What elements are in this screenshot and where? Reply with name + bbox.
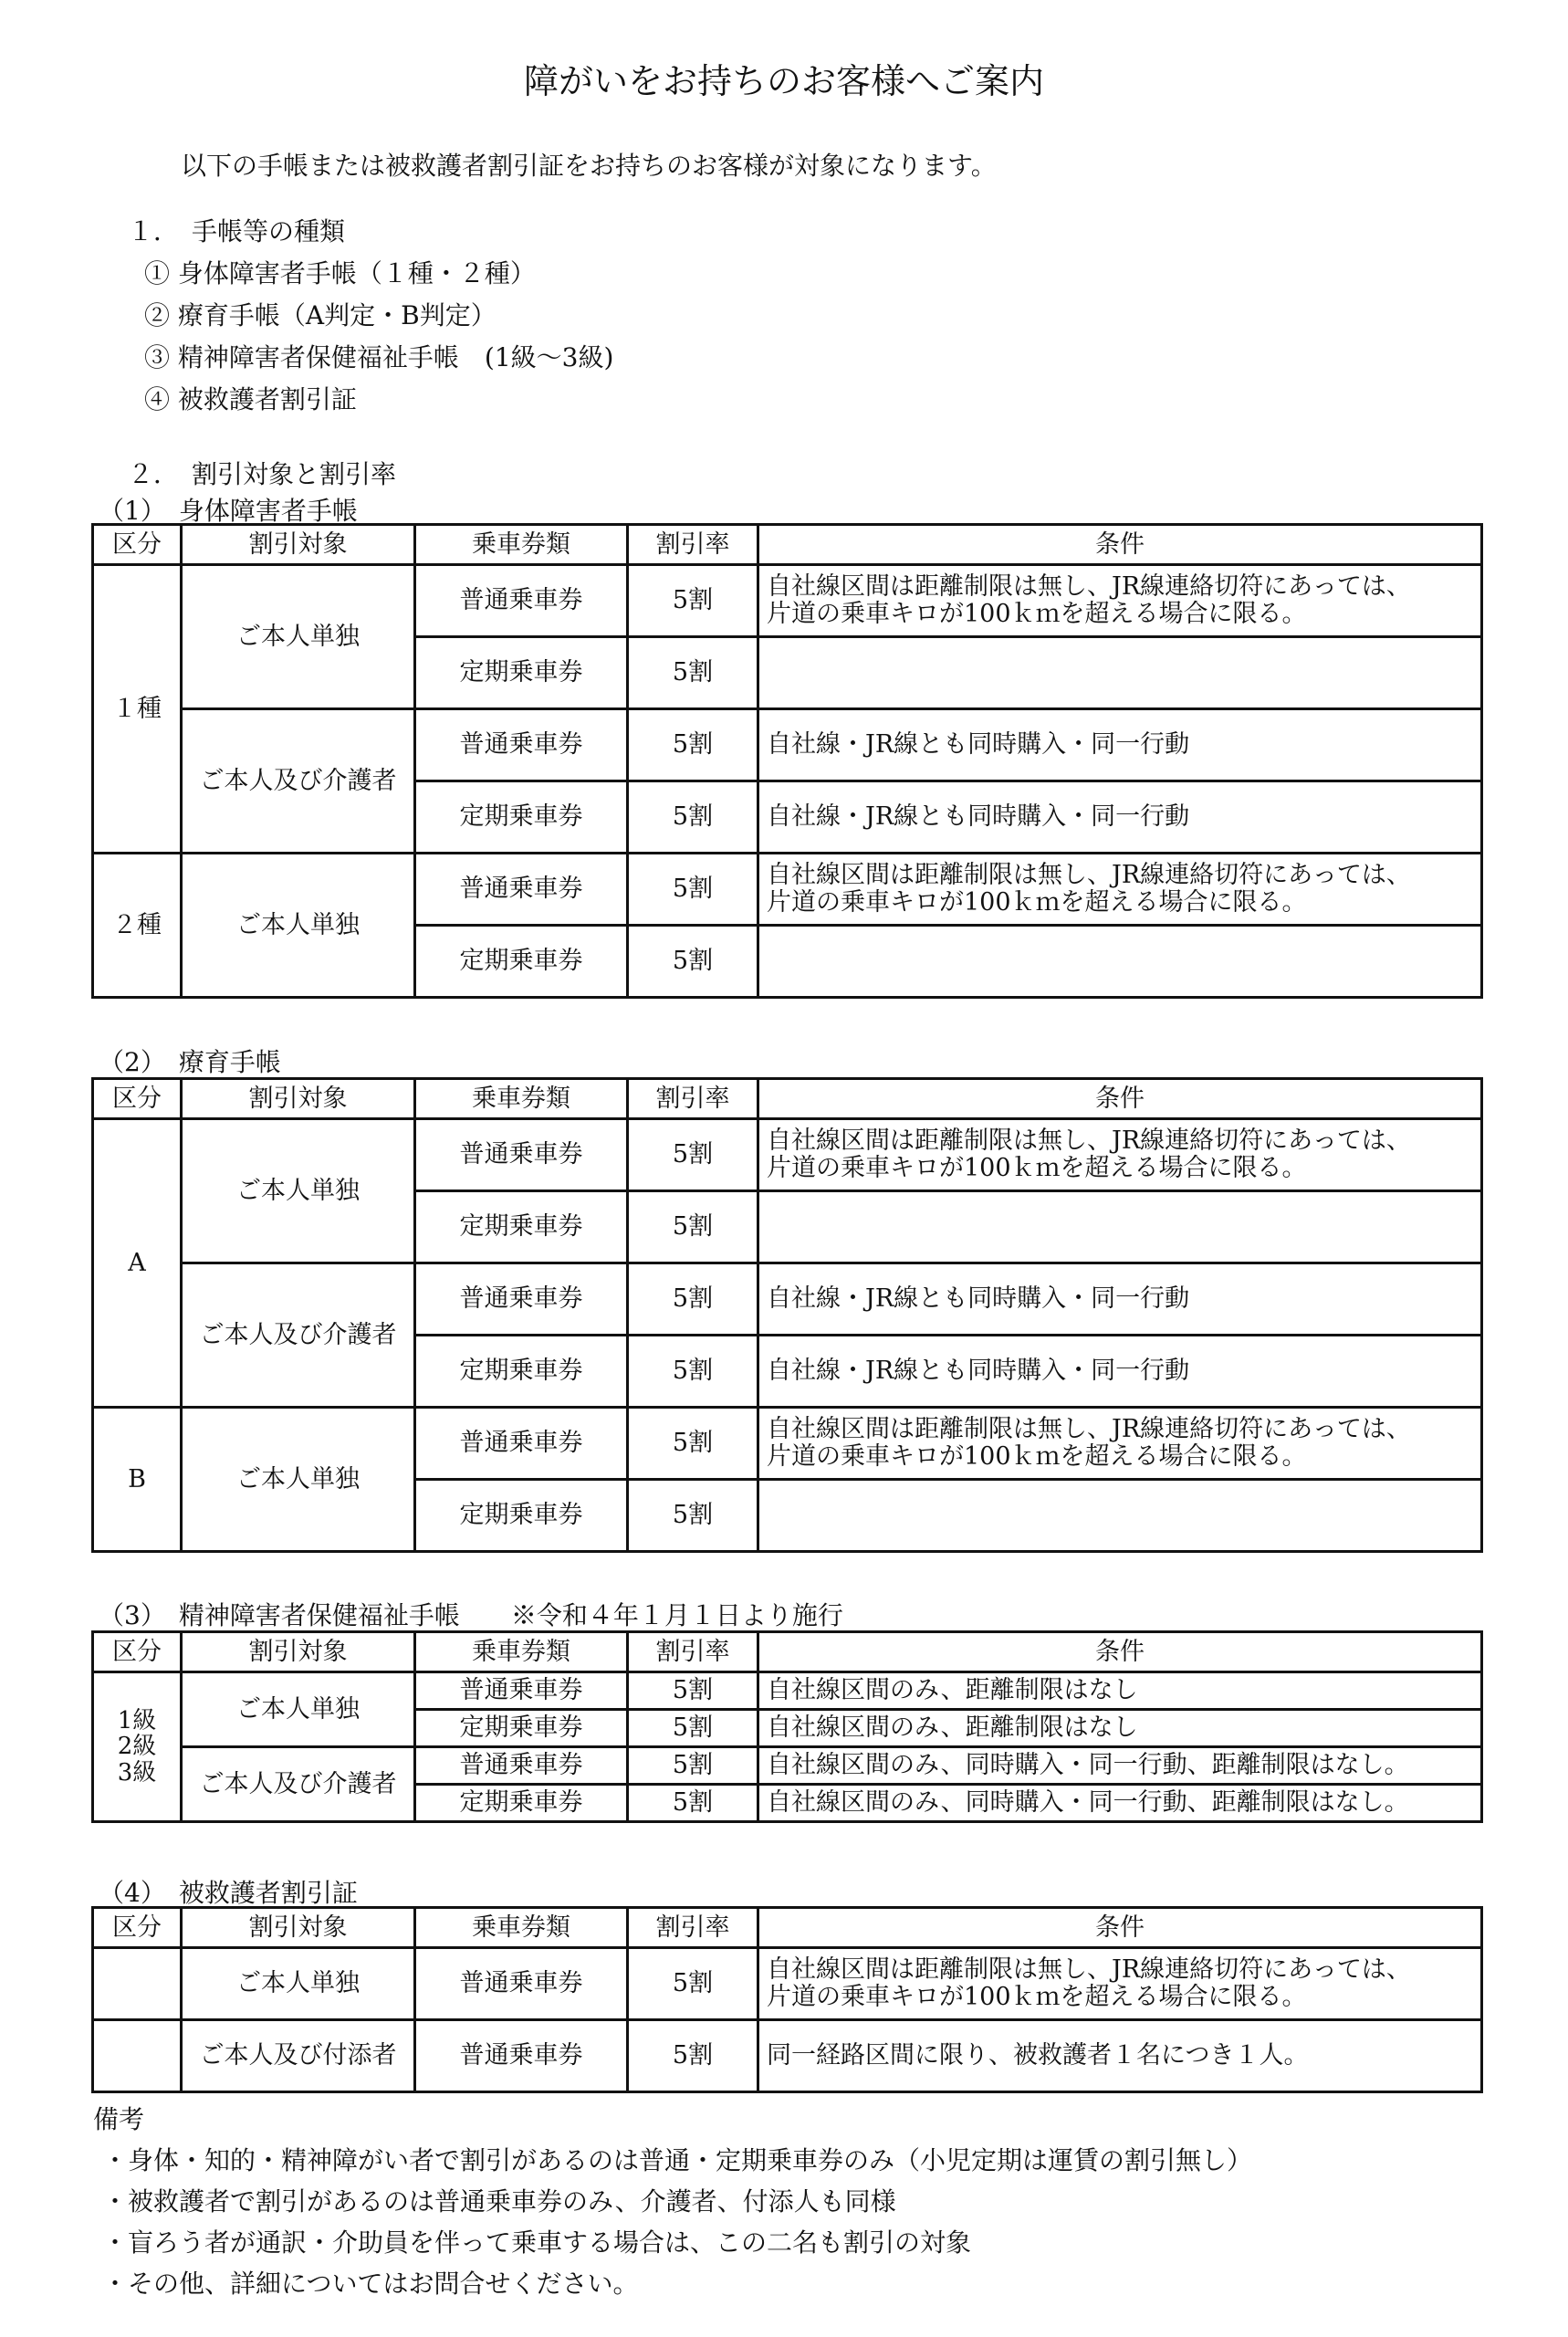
- header-ken: 乗車券類: [415, 1908, 628, 1948]
- taisho-cell: ご本人単独: [182, 1672, 415, 1747]
- condition-cell: 自社線・JR線とも同時購入・同一行動: [758, 1263, 1482, 1336]
- intro-text: 以下の手帳または被救護者割引証をお持ちのお客様が対象になります。: [181, 151, 997, 181]
- header-cond: 条件: [758, 1908, 1482, 1948]
- header-taisho: 割引対象: [182, 1079, 415, 1119]
- kubun-cell: B: [93, 1408, 182, 1552]
- condition-cell: 自社線区間は距離制限は無し、JR線連絡切符にあっては、 片道の乗車キロが100ｋｍを超える場合に限る。: [758, 1119, 1482, 1191]
- list-item: ② 療育手帳（A判定・B判定）: [144, 300, 497, 330]
- header-ken: 乗車券類: [415, 1632, 628, 1672]
- rate-cell: 5割: [628, 1336, 758, 1408]
- taisho-cell: ご本人単独: [182, 1408, 415, 1552]
- rate-cell: 5割: [628, 1710, 758, 1747]
- header-rate: 割引率: [628, 1079, 758, 1119]
- condition-cell: 同一経路区間に限り、被救護者１名につき１人。: [758, 2020, 1482, 2092]
- ticket-cell: 普通乗車券: [415, 1119, 628, 1191]
- section2-heading: ２． 割引対象と割引率: [128, 459, 397, 489]
- taisho-cell: ご本人単独: [182, 1119, 415, 1263]
- header-rate: 割引率: [628, 525, 758, 565]
- table-hikyugo: [91, 1906, 1483, 2093]
- ticket-cell: 普通乗車券: [415, 1408, 628, 1480]
- header-rate: 割引率: [628, 1908, 758, 1948]
- header-cond: 条件: [758, 525, 1482, 565]
- section1-heading: １． 手帳等の種類: [128, 216, 346, 246]
- taisho-cell: ご本人及び介護者: [182, 1263, 415, 1408]
- rate-cell: 5割: [628, 1119, 758, 1191]
- condition-cell: 自社線区間は距離制限は無し、JR線連絡切符にあっては、 片道の乗車キロが100ｋｍを超える場合に限る。: [758, 854, 1482, 926]
- taisho-cell: ご本人及び介護者: [182, 709, 415, 854]
- condition-cell: 自社線・JR線とも同時購入・同一行動: [758, 1336, 1482, 1408]
- rate-cell: 5割: [628, 637, 758, 709]
- page-title: 障がいをお持ちのお客様へご案内: [523, 61, 1044, 101]
- table-ryoiku: [91, 1077, 1483, 1553]
- table2-title: （2） 療育手帳: [99, 1047, 281, 1077]
- header-taisho: 割引対象: [182, 1632, 415, 1672]
- header-kubun: 区分: [93, 1079, 182, 1119]
- condition-cell: 自社線・JR線とも同時購入・同一行動: [758, 709, 1482, 781]
- condition-cell: 自社線区間は距離制限は無し、JR線連絡切符にあっては、 片道の乗車キロが100ｋｍを超える場合に限る。: [758, 565, 1482, 637]
- rate-cell: 5割: [628, 565, 758, 637]
- ticket-cell: 定期乗車券: [415, 1191, 628, 1263]
- header-cond: 条件: [758, 1632, 1482, 1672]
- ticket-cell: 定期乗車券: [415, 637, 628, 709]
- condition-cell: 自社線区間は距離制限は無し、JR線連絡切符にあっては、 片道の乗車キロが100ｋｍを超える場合に限る。: [758, 1948, 1482, 2020]
- kubun-cell: A: [93, 1119, 182, 1408]
- table-physical: [91, 523, 1483, 999]
- taisho-cell: ご本人単独: [182, 565, 415, 709]
- header-kubun: 区分: [93, 1632, 182, 1672]
- rate-cell: 5割: [628, 1672, 758, 1710]
- condition-cell: 自社線区間は距離制限は無し、JR線連絡切符にあっては、 片道の乗車キロが100ｋｍを超える場合に限る。: [758, 1408, 1482, 1480]
- header-ken: 乗車券類: [415, 525, 628, 565]
- rate-cell: 5割: [628, 926, 758, 998]
- taisho-cell: ご本人及び付添者: [182, 2020, 415, 2092]
- header-ken: 乗車券類: [415, 1079, 628, 1119]
- list-item: ④ 被救護者割引証: [144, 384, 357, 414]
- ticket-cell: 普通乗車券: [415, 2020, 628, 2092]
- rate-cell: 5割: [628, 1480, 758, 1552]
- taisho-cell: ご本人単独: [182, 1948, 415, 2020]
- condition-cell: [758, 637, 1482, 709]
- rate-cell: 5割: [628, 1785, 758, 1822]
- ticket-cell: 定期乗車券: [415, 926, 628, 998]
- header-cond: 条件: [758, 1079, 1482, 1119]
- ticket-cell: 定期乗車券: [415, 1336, 628, 1408]
- note-item: ・盲ろう者が通訳・介助員を伴って乗車する場合は、この二名も割引の対象: [102, 2227, 972, 2258]
- rate-cell: 5割: [628, 781, 758, 854]
- kubun-cell: １種: [93, 565, 182, 854]
- rate-cell: 5割: [628, 1747, 758, 1785]
- ticket-cell: 定期乗車券: [415, 1480, 628, 1552]
- notes-heading: 備考: [93, 2104, 145, 2134]
- header-taisho: 割引対象: [182, 1908, 415, 1948]
- rate-cell: 5割: [628, 1948, 758, 2020]
- rate-cell: 5割: [628, 854, 758, 926]
- kubun-cell: [93, 2020, 182, 2092]
- list-item: ③ 精神障害者保健福祉手帳 (1級～3級): [144, 342, 614, 372]
- taisho-cell: ご本人単独: [182, 854, 415, 998]
- condition-cell: 自社線区間のみ、距離制限はなし: [758, 1672, 1482, 1710]
- rate-cell: 5割: [628, 709, 758, 781]
- ticket-cell: 普通乗車券: [415, 1263, 628, 1336]
- kubun-cell: ２種: [93, 854, 182, 998]
- kubun-cell: [93, 1948, 182, 2020]
- note-item: ・その他、詳細についてはお問合せください。: [102, 2269, 639, 2299]
- table3-title: （3） 精神障害者保健福祉手帳 ※令和４年１月１日より施行: [99, 1600, 843, 1630]
- ticket-cell: 普通乗車券: [415, 709, 628, 781]
- ticket-cell: 普通乗車券: [415, 1948, 628, 2020]
- ticket-cell: 普通乗車券: [415, 1747, 628, 1785]
- rate-cell: 5割: [628, 1263, 758, 1336]
- header-rate: 割引率: [628, 1632, 758, 1672]
- condition-cell: [758, 926, 1482, 998]
- taisho-cell: ご本人及び介護者: [182, 1747, 415, 1822]
- header-kubun: 区分: [93, 1908, 182, 1948]
- rate-cell: 5割: [628, 2020, 758, 2092]
- table-seishin: [91, 1630, 1483, 1823]
- kubun-cell: 1級 2級 3級: [93, 1672, 182, 1822]
- ticket-cell: 定期乗車券: [415, 1785, 628, 1822]
- condition-cell: 自社線区間のみ、同時購入・同一行動、距離制限はなし。: [758, 1785, 1482, 1822]
- condition-cell: 自社線区間のみ、距離制限はなし: [758, 1710, 1482, 1747]
- ticket-cell: 普通乗車券: [415, 565, 628, 637]
- ticket-cell: 定期乗車券: [415, 781, 628, 854]
- table1-title: （1） 身体障害者手帳: [99, 496, 358, 526]
- condition-cell: [758, 1480, 1482, 1552]
- ticket-cell: 普通乗車券: [415, 1672, 628, 1710]
- ticket-cell: 定期乗車券: [415, 1710, 628, 1747]
- rate-cell: 5割: [628, 1408, 758, 1480]
- condition-cell: [758, 1191, 1482, 1263]
- note-item: ・身体・知的・精神障がい者で割引があるのは普通・定期乗車券のみ（小児定期は運賃の割引無し）: [102, 2145, 1253, 2175]
- list-item: ① 身体障害者手帳（１種・２種）: [144, 258, 536, 288]
- header-kubun: 区分: [93, 525, 182, 565]
- rate-cell: 5割: [628, 1191, 758, 1263]
- header-taisho: 割引対象: [182, 525, 415, 565]
- condition-cell: 自社線区間のみ、同時購入・同一行動、距離制限はなし。: [758, 1747, 1482, 1785]
- note-item: ・被救護者で割引があるのは普通乗車券のみ、介護者、付添人も同様: [102, 2186, 896, 2216]
- condition-cell: 自社線・JR線とも同時購入・同一行動: [758, 781, 1482, 854]
- table4-title: （4） 被救護者割引証: [99, 1878, 358, 1908]
- ticket-cell: 普通乗車券: [415, 854, 628, 926]
